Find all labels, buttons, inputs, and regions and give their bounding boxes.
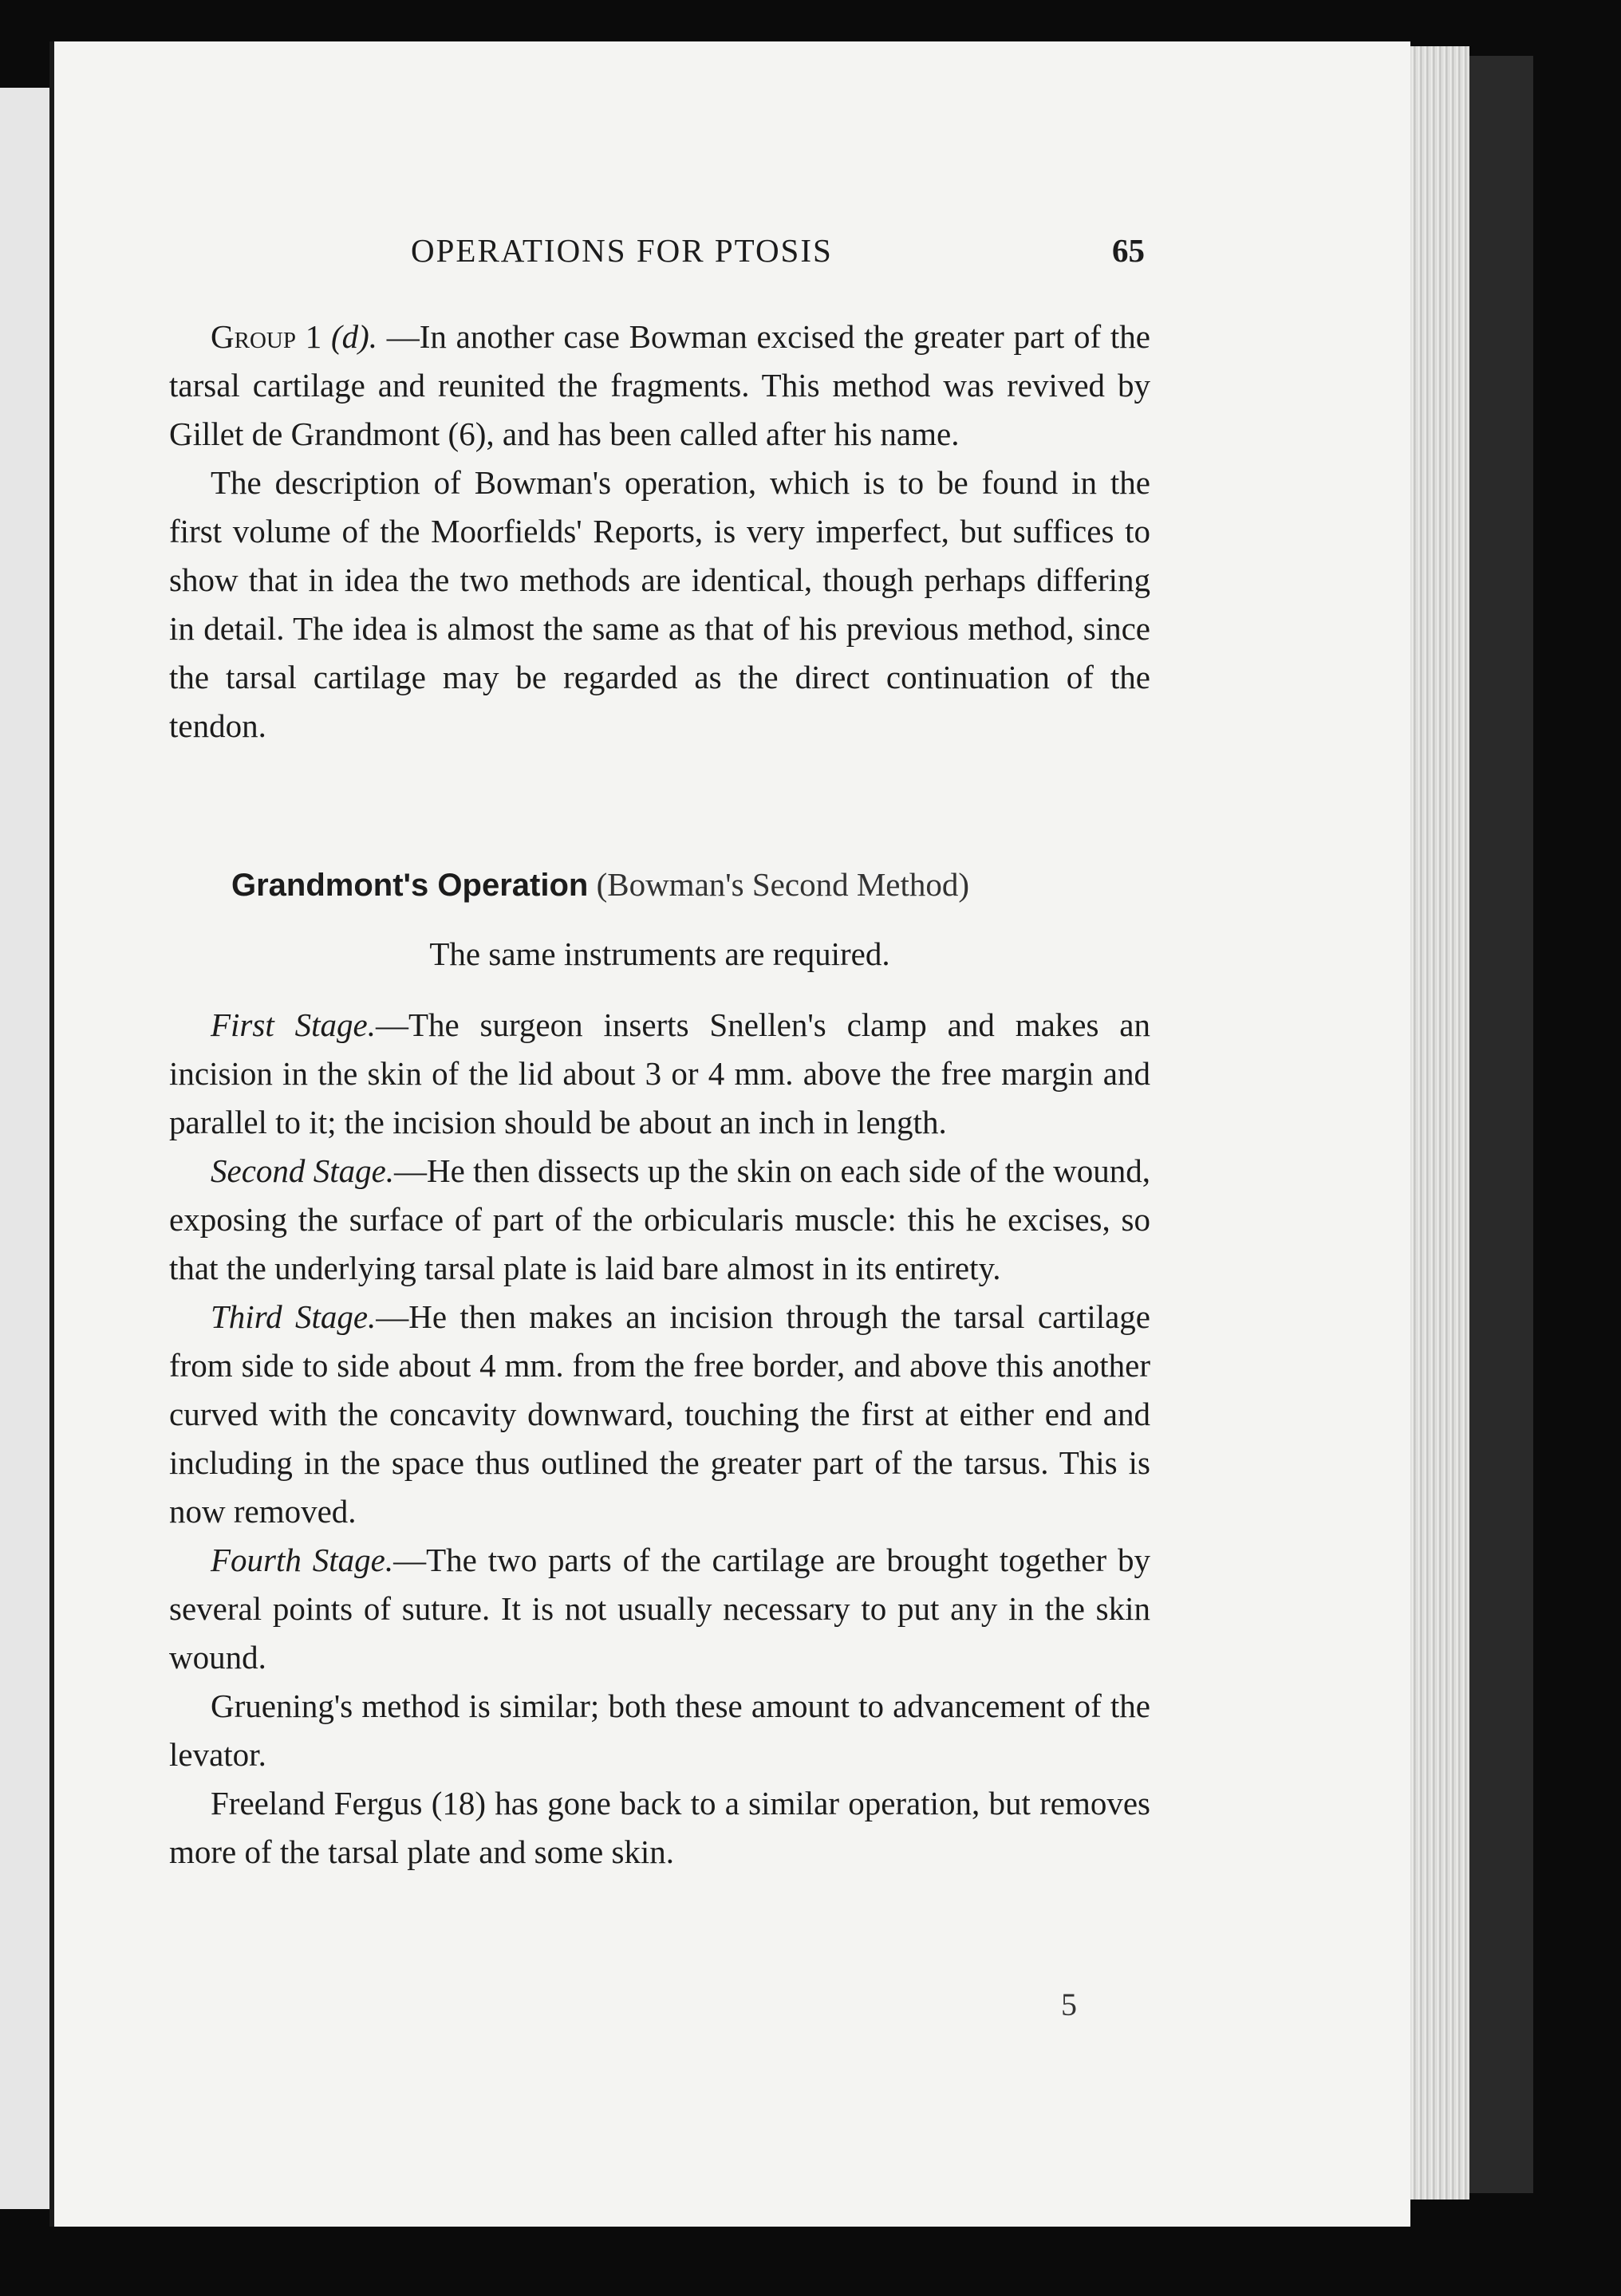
signature-mark: 5 xyxy=(1061,1987,1077,2022)
stage-fourth xyxy=(169,1536,1150,1682)
stage-label: Second Stage. xyxy=(211,1152,395,1189)
stage-second xyxy=(169,1147,1150,1293)
paragraph-gruening: Gruening's method is similar; both these amount to advancement of the levator. xyxy=(169,1688,1150,1773)
paragraph-group xyxy=(169,313,1150,459)
section-title: Grandmont's Operation xyxy=(231,868,589,903)
section-heading xyxy=(231,865,1189,904)
stage-label: Third Stage. xyxy=(211,1298,377,1335)
stage-text: —The surgeon inserts Snellen's clamp and makes an incision in the skin of the lid about 3 or 4 mm. above the free margin and parallel to it; the incision should be about an inch in length. xyxy=(169,1006,1151,1140)
book-cover-edge xyxy=(1469,56,1533,2193)
paragraph-fergus: Freeland Fergus (18) has gone back to a similar operation, but removes more of the tarsal plate and some skin. xyxy=(169,1785,1150,1870)
instruments-note: The same instruments are required. xyxy=(429,935,890,972)
group-label: Group 1 xyxy=(211,318,322,355)
stage-label: Fourth Stage. xyxy=(211,1542,394,1578)
stage-first xyxy=(169,1001,1150,1147)
section-subtitle: (Bowman's Second Method) xyxy=(596,866,970,903)
stage-text: —The two parts of the cartilage are brought together by several points of suture. It is not usually necessary to put any in the skin wound. xyxy=(169,1542,1150,1676)
paragraph-text: —In another case Bowman excised the greater part of the tarsal cartilage and reunited the fragments. This method was revived by Gillet de Grandmont (6), and has been called after his name. xyxy=(169,318,1150,452)
page-number: 65 xyxy=(1112,232,1145,269)
paragraph-description: The description of Bowman's operation, which is to be found in the first volume of the Moorfields' Reports, is very imperfect, but suffices to show that in idea the two methods are identical, though perhaps differing in detail. The idea is almost the same as that of his previous method, since the tarsal cartilage may be regarded as the direct continuation of the tendon. xyxy=(169,464,1150,744)
previous-page-edge xyxy=(0,88,49,2209)
stage-label: First Stage. xyxy=(211,1006,376,1043)
stage-text: —He then makes an incision through the tarsal cartilage from side to side about 4 mm. from the free border, and above this another curved with the concavity downward, touching the first at either end and including in the space thus outlined the greater part of the tarsus. This is now removed. xyxy=(169,1298,1150,1530)
intro-paragraphs xyxy=(169,313,1150,750)
stage-text: —He then dissects up the skin on each side of the wound, exposing the surface of part of the orbicularis muscle: this he excises, so that the underlying tarsal plate is laid bare almost in its entirety. xyxy=(169,1152,1150,1286)
stages-list xyxy=(169,1001,1150,1877)
running-header xyxy=(411,231,1145,279)
stage-third xyxy=(169,1293,1150,1536)
group-ref: (d). xyxy=(330,318,378,355)
running-title: OPERATIONS FOR PTOSIS xyxy=(411,232,833,269)
